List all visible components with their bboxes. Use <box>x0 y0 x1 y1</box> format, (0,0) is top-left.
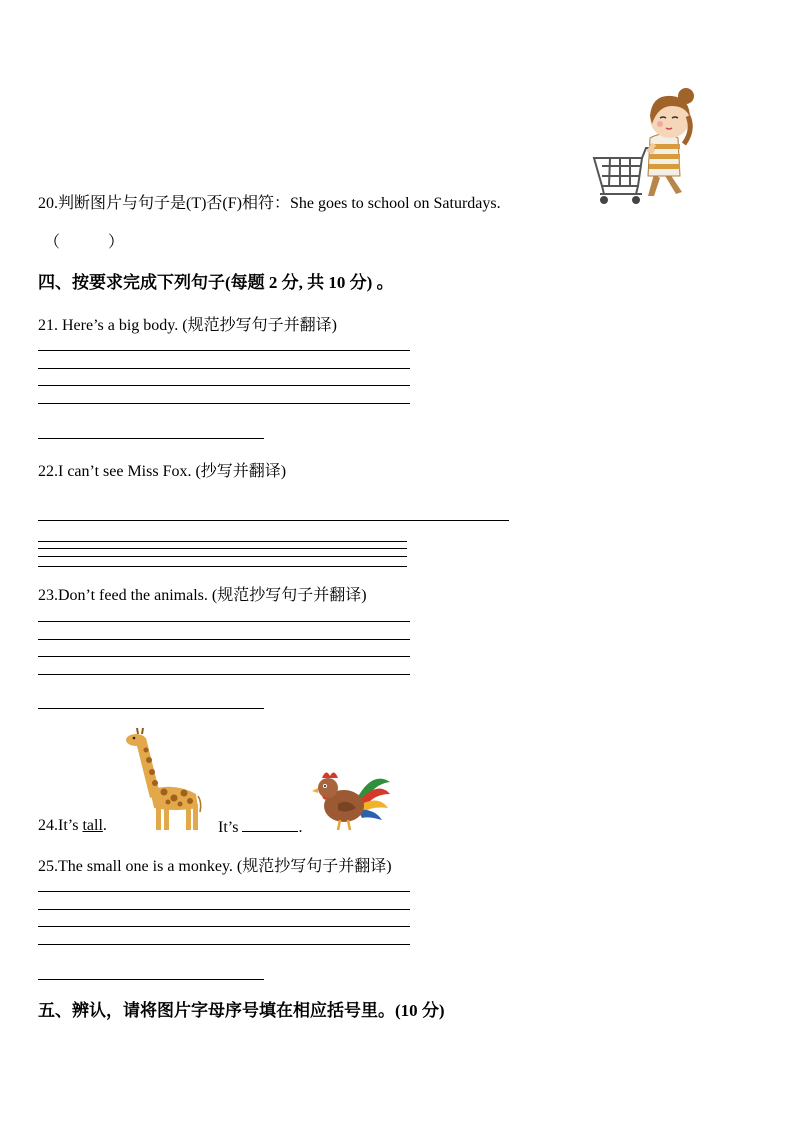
q24-word-tall: tall <box>82 817 103 834</box>
giraffe-icon <box>124 728 208 832</box>
q25-writing-line-4[interactable] <box>38 944 410 945</box>
q23-writing-line-1[interactable] <box>38 621 410 622</box>
paren-close: ） <box>108 234 125 251</box>
q24-answer-blank[interactable] <box>242 816 298 832</box>
q22-writing-line-4[interactable] <box>38 566 407 567</box>
rooster-icon <box>312 766 392 832</box>
q21-writing-line-1[interactable] <box>38 350 410 351</box>
q20-answer-parens <box>44 233 124 253</box>
q25-writing-line-3[interactable] <box>38 926 410 927</box>
q21-writing-line-2[interactable] <box>38 368 410 369</box>
q24-second-suffix: . <box>298 819 303 836</box>
q24-prefix: 24.It’s <box>38 817 83 834</box>
q23-writing-line-3[interactable] <box>38 656 410 657</box>
q25-text: 25.The small one is a monkey. (规范抄写句子并翻译) <box>38 858 392 875</box>
q24-sentence-2 <box>218 816 302 838</box>
q22-translation-line[interactable] <box>38 520 509 521</box>
q25-writing-line-1[interactable] <box>38 891 410 892</box>
q21-writing-line-4[interactable] <box>38 403 410 404</box>
girl-shopping-cart-icon <box>592 86 702 210</box>
section-4-heading: 四、按要求完成下列句子(每题 2 分, 共 10 分) 。 <box>38 273 394 292</box>
q23-writing-line-4[interactable] <box>38 674 410 675</box>
q21-writing-line-3[interactable] <box>38 385 410 386</box>
q23-text: 23.Don’t feed the animals. (规范抄写句子并翻译) <box>38 587 367 604</box>
q24-second-prefix: It’s <box>218 819 243 836</box>
q23-translation-line[interactable] <box>38 708 264 709</box>
q21-translation-line[interactable] <box>38 438 264 439</box>
paren-open: （ <box>44 234 61 251</box>
q24-sentence-1 <box>38 816 107 836</box>
section-5-heading: 五、辨认，请将图片字母序号填在相应括号里。(10 分) <box>38 1001 445 1020</box>
q25-writing-line-2[interactable] <box>38 909 410 910</box>
q21-text: 21. Here’s a big body. (规范抄写句子并翻译) <box>38 317 337 334</box>
q23-writing-line-2[interactable] <box>38 639 410 640</box>
q20-text: 20.判断图片与句子是(T)否(F)相符：She goes to school on Saturdays. <box>38 195 501 212</box>
q25-translation-line[interactable] <box>38 979 264 980</box>
q22-writing-line-1[interactable] <box>38 541 407 542</box>
q22-text: 22.I can’t see Miss Fox. (抄写并翻译) <box>38 463 287 480</box>
q24-suffix: . <box>102 817 107 834</box>
q22-writing-line-2[interactable] <box>38 548 407 549</box>
q22-writing-line-3[interactable] <box>38 556 407 557</box>
